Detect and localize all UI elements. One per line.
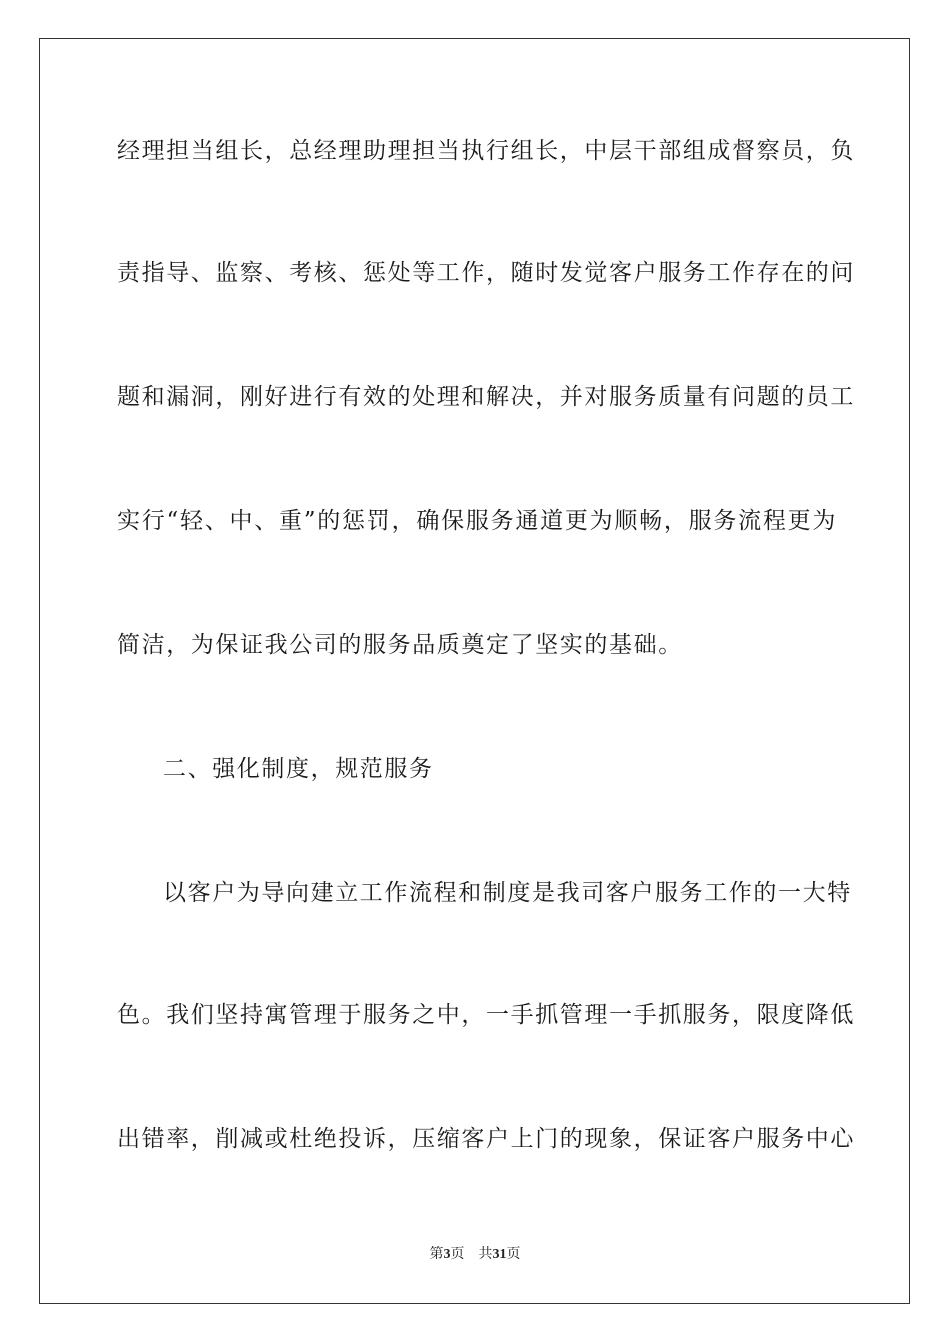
body-line-5: 简洁，为保证我公司的服务品质奠定了坚实的基础。	[117, 632, 683, 658]
section-heading: 二、强化制度，规范服务	[163, 756, 434, 782]
total-prefix: 共	[478, 1246, 493, 1262]
page-border	[39, 38, 910, 1304]
body-line-1: 经理担当组长，总经理助理担当执行组长，中层干部组成督察员，负	[117, 138, 855, 164]
page-number: 3	[443, 1247, 451, 1262]
body-line-4: 实行“轻、中、重”的惩罚，确保服务通道更为顺畅，服务流程更为	[117, 508, 837, 534]
total-suffix: 页	[506, 1246, 521, 1262]
body-line-7: 以客户为导向建立工作流程和制度是我司客户服务工作的一大特	[163, 880, 852, 906]
body-line-2: 责指导、监察、考核、惩处等工作，随时发觉客户服务工作存在的问	[117, 260, 855, 286]
page-prefix: 第	[429, 1246, 444, 1262]
body-line-3: 题和漏洞，刚好进行有效的处理和解决，并对服务质量有问题的员工	[117, 384, 855, 410]
page-footer	[0, 1245, 950, 1264]
body-line-9: 出错率，削减或杜绝投诉，压缩客户上门的现象，保证客户服务中心	[117, 1126, 855, 1152]
page-suffix: 页	[450, 1246, 465, 1262]
total-pages: 31	[492, 1247, 507, 1262]
body-line-8: 色。我们坚持寓管理于服务之中，一手抓管理一手抓服务，限度降低	[117, 1002, 855, 1028]
